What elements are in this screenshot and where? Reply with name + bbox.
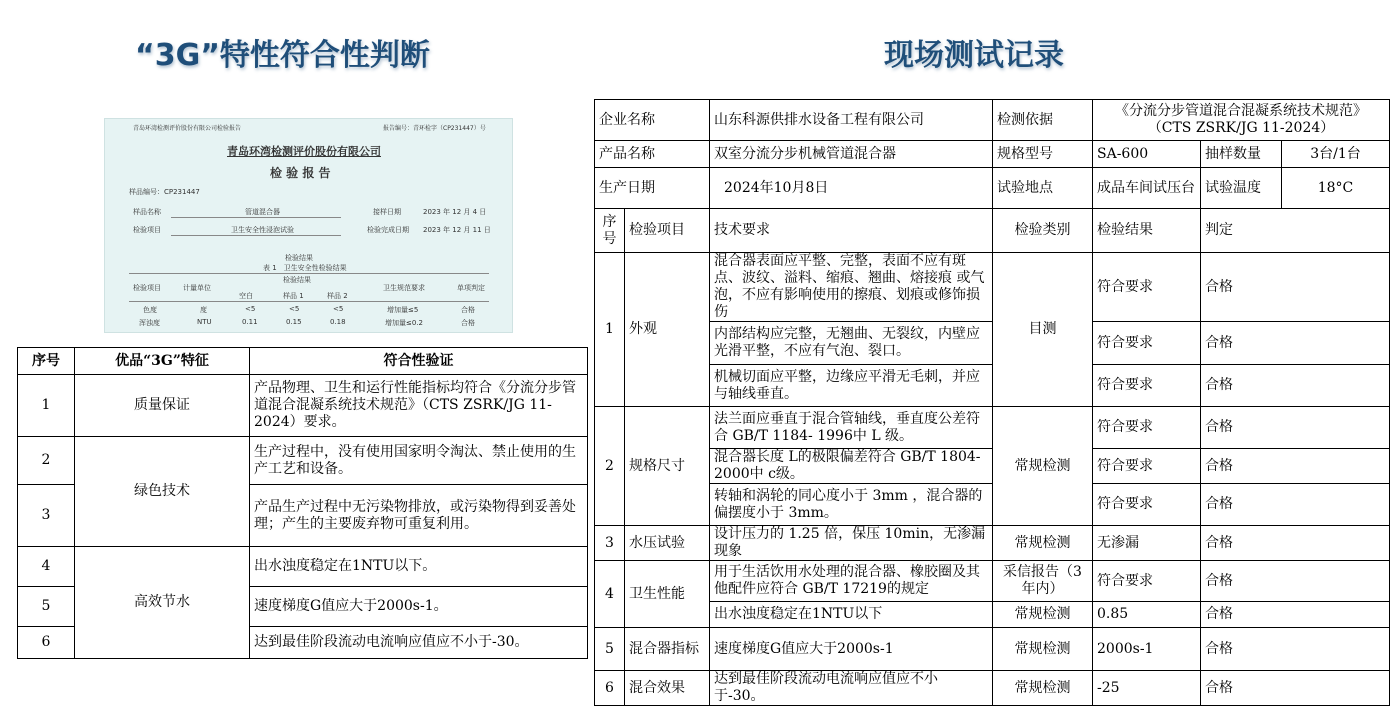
report-subheader: 样品 2 [327, 292, 348, 300]
row-requirement: 用于生活饮用水处理的混合器、橡胶圈及其他配件应符合 GB/T 17219的规定 [710, 561, 993, 602]
row-feature: 高效节水 [75, 547, 250, 659]
report-result-heading: 检验结果 [285, 254, 313, 262]
report-cell: <5 [245, 305, 256, 313]
site-label: 试验地点 [993, 168, 1093, 209]
report-header: 检验项目 [133, 284, 161, 292]
row-item: 混合效果 [625, 671, 710, 706]
report-label: 检验完成日期 [367, 226, 409, 234]
table-row [595, 628, 1390, 671]
row-category: 常规检测 [993, 628, 1093, 671]
row-verdict: 合格 [1201, 484, 1390, 526]
row-no: 1 [18, 375, 75, 437]
row-verify: 出水浊度稳定在1NTU以下。 [250, 547, 588, 587]
report-cell: 0.15 [286, 318, 302, 326]
report-cell: 0.11 [242, 318, 258, 326]
report-sample-no: 样品编号：CP231447 [129, 188, 200, 196]
row-item: 混合器指标 [625, 628, 710, 671]
row-requirement: 混合器长度 L的极限偏差符合 GB/T 1804-2000中 c级。 [710, 449, 993, 484]
header-verdict: 判定 [1201, 209, 1390, 253]
inspection-report-image [104, 118, 513, 333]
row-feature: 绿色技术 [75, 437, 250, 547]
row-result: 符合要求 [1093, 365, 1201, 407]
table-row [595, 526, 1390, 561]
table-row [595, 602, 1390, 628]
row-item: 规格尺寸 [625, 407, 710, 526]
basis-value: 《分流分步管道混合混凝系统技术规范》（CTS ZSRK/JG 11-2024） [1093, 100, 1390, 141]
row-verdict: 合格 [1201, 253, 1390, 322]
report-header: 卫生规范要求 [383, 284, 425, 292]
row-verify: 产品物理、卫生和运行性能指标均符合《分流分步管道混合混凝系统技术规范》（CTS ZSRK/JG 11-2024）要求。 [250, 375, 588, 437]
table-row [595, 484, 1390, 526]
report-cell: 度 [200, 306, 207, 314]
table-row [595, 561, 1390, 602]
conformity-table [17, 347, 588, 659]
row-result: 符合要求 [1093, 253, 1201, 322]
report-label: 接样日期 [373, 208, 401, 216]
table-row [595, 671, 1390, 706]
row-no: 1 [595, 253, 625, 407]
report-cell: 增加量≤0.2 [385, 319, 423, 327]
row-item: 卫生性能 [625, 561, 710, 628]
row-verify: 达到最佳阶段流动电流响应值应不小于-30。 [250, 627, 588, 659]
table-row [595, 449, 1390, 484]
report-value: 2023 年 12 月 4 日 [423, 208, 487, 216]
row-category: 目测 [993, 253, 1093, 407]
report-value: 管道混合器 [245, 208, 280, 216]
temp-label: 试验温度 [1201, 168, 1282, 209]
header-verify: 符合性验证 [250, 348, 588, 375]
row-result: 符合要求 [1093, 449, 1201, 484]
header-feature: 优品“3G”特征 [75, 348, 250, 375]
report-cell: 浑浊度 [139, 319, 160, 327]
test-record-table [594, 99, 1390, 706]
row-verdict: 合格 [1201, 449, 1390, 484]
row-category: 常规检测 [993, 602, 1093, 628]
row-requirement: 达到最佳阶段流动电流响应值应不小于-30。 [710, 671, 993, 706]
row-requirement: 设计压力的 1.25 倍，保压 10min，无渗漏现象 [710, 526, 993, 561]
row-no: 4 [595, 561, 625, 628]
row-verdict: 合格 [1201, 561, 1390, 602]
temp-value: 18°C [1282, 168, 1390, 209]
row-verdict: 合格 [1201, 628, 1390, 671]
left-title: “3G”特性符合性判断 [135, 38, 430, 73]
company-value: 山东科源供排水设备工程有限公司 [710, 100, 993, 141]
report-label: 检验项目 [133, 226, 161, 234]
row-no: 6 [595, 671, 625, 706]
row-verdict: 合格 [1201, 322, 1390, 365]
date-label: 生产日期 [595, 168, 710, 209]
row-no: 2 [595, 407, 625, 526]
site-value: 成品车间试压台 [1093, 168, 1201, 209]
row-no: 6 [18, 627, 75, 659]
report-doc-title: 检 验 报 告 [270, 166, 331, 180]
report-cell: 合格 [461, 306, 475, 314]
product-value: 双室分流分步机械管道混合器 [710, 141, 993, 168]
model-label: 规格型号 [993, 141, 1093, 168]
header-no: 序号 [595, 209, 625, 253]
header-result: 检验结果 [1093, 209, 1201, 253]
basis-label: 检测依据 [993, 100, 1093, 141]
report-table-caption: 表 1 卫生安全性检验结果 [263, 264, 347, 272]
report-top-right: 报告编号：青环检字（CP231447）号 [383, 125, 486, 132]
row-feature: 质量保证 [75, 375, 250, 437]
row-requirement: 内部结构应完整，无翘曲、无裂纹，内壁应光滑平整，不应有气泡、裂口。 [710, 322, 993, 365]
row-result: 无渗漏 [1093, 526, 1201, 561]
row-result: 符合要求 [1093, 561, 1201, 602]
report-cell: 0.18 [330, 318, 346, 326]
report-value: 卫生安全性浸泡试验 [231, 226, 294, 234]
row-verify: 速度梯度G值应大于2000s-1。 [250, 587, 588, 627]
row-no: 2 [18, 437, 75, 485]
report-cell: <5 [289, 305, 300, 313]
row-verdict: 合格 [1201, 671, 1390, 706]
row-no: 3 [18, 485, 75, 547]
header-requirement: 技术要求 [710, 209, 993, 253]
row-requirement: 混合器表面应平整、完整，表面不应有斑点、波纹、溢料、缩痕、翘曲、熔接痕 或气泡，不应有影响使用的擦痕、划痕或修饰损伤 [710, 253, 993, 322]
report-value: 2023 年 12 月 11 日 [423, 226, 491, 234]
row-requirement: 转轴和涡轮的同心度小于 3mm ，混合器的偏摆度小于 3mm。 [710, 484, 993, 526]
report-subheader: 空白 [239, 292, 253, 300]
table-row [595, 322, 1390, 365]
row-requirement: 速度梯度G值应大于2000s-1 [710, 628, 993, 671]
report-subheader: 样品 1 [283, 292, 304, 300]
row-verdict: 合格 [1201, 602, 1390, 628]
report-label: 样品名称 [133, 208, 161, 216]
report-header: 单项判定 [457, 284, 485, 292]
row-result: 符合要求 [1093, 407, 1201, 449]
model-value: SA-600 [1093, 141, 1201, 168]
row-item: 外观 [625, 253, 710, 407]
row-verify: 生产过程中，没有使用国家明令淘汰、禁止使用的生产工艺和设备。 [250, 437, 588, 485]
qty-value: 3台/1台 [1282, 141, 1390, 168]
date-value: 2024年10月8日 [710, 168, 993, 209]
row-requirement: 法兰面应垂直于混合管轴线，垂直度公差符合 GB/T 1184- 1996中 L 级。 [710, 407, 993, 449]
row-requirement: 出水浊度稳定在1NTU以下 [710, 602, 993, 628]
row-result: 2000s-1 [1093, 628, 1201, 671]
row-category: 采信报告（3年内） [993, 561, 1093, 602]
right-title: 现场测试记录 [884, 38, 1064, 73]
row-category: 常规检测 [993, 407, 1093, 526]
table-row [18, 547, 588, 587]
company-label: 企业名称 [595, 100, 710, 141]
report-cell: 色度 [143, 306, 157, 314]
row-no: 4 [18, 547, 75, 587]
row-category: 常规检测 [993, 526, 1093, 561]
product-label: 产品名称 [595, 141, 710, 168]
row-no: 3 [595, 526, 625, 561]
header-item: 检验项目 [625, 209, 710, 253]
report-cell: 合格 [461, 319, 475, 327]
report-header: 计量单位 [183, 284, 211, 292]
report-company: 青岛环湾检测评价股份有限公司 [227, 145, 381, 158]
row-category: 常规检测 [993, 671, 1093, 706]
report-cell: NTU [197, 318, 212, 326]
report-cell: 增加量≤5 [387, 306, 419, 314]
report-cell: <5 [333, 305, 344, 313]
row-verify: 产品生产过程中无污染物排放，或污染物得到妥善处理；产生的主要废弃物可重复利用。 [250, 485, 588, 547]
row-requirement: 机械切面应平整，边缘应平滑无毛刺，并应与轴线垂直。 [710, 365, 993, 407]
header-category: 检验类别 [993, 209, 1093, 253]
row-result: 符合要求 [1093, 484, 1201, 526]
table-row [595, 253, 1390, 322]
table-row [595, 407, 1390, 449]
row-verdict: 合格 [1201, 365, 1390, 407]
table-row [18, 437, 588, 485]
row-verdict: 合格 [1201, 407, 1390, 449]
row-result: -25 [1093, 671, 1201, 706]
report-top-left: 青岛环湾检测评价股份有限公司检验报告 [133, 125, 242, 132]
row-item: 水压试验 [625, 526, 710, 561]
row-no: 5 [18, 587, 75, 627]
row-verdict: 合格 [1201, 526, 1390, 561]
table-row [18, 375, 588, 437]
table-row [595, 365, 1390, 407]
report-header: 检验结果 [283, 276, 311, 284]
row-result: 0.85 [1093, 602, 1201, 628]
row-result: 符合要求 [1093, 322, 1201, 365]
qty-label: 抽样数量 [1201, 141, 1282, 168]
header-no: 序号 [18, 348, 75, 375]
row-no: 5 [595, 628, 625, 671]
